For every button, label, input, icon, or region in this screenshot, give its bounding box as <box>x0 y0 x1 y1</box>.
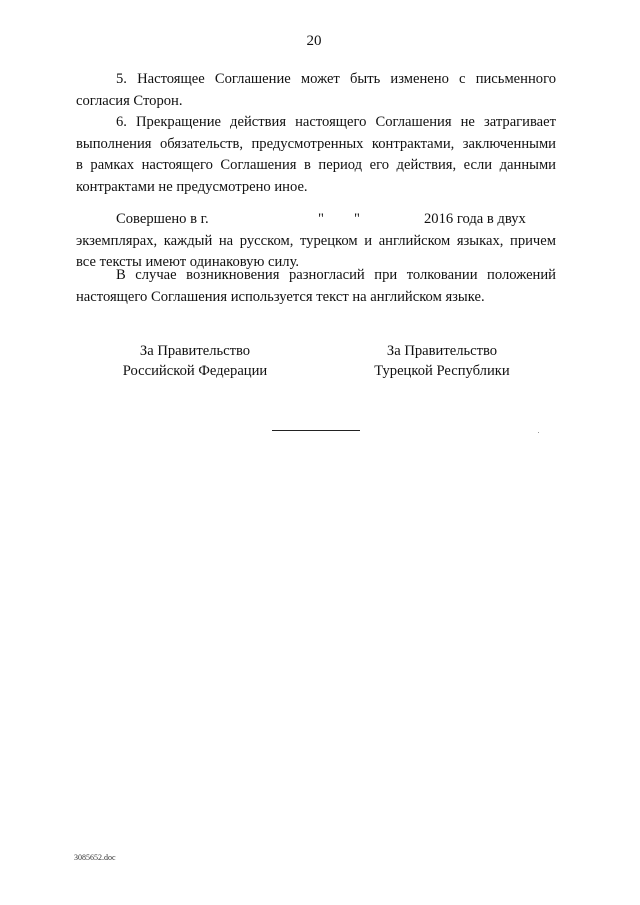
done-at-line-3: все тексты имеют одинаковую силу. <box>76 254 300 270</box>
paragraph-6-line-2: выполнения обязательств, предусмотренных контрактами, заключенными <box>76 135 556 152</box>
signature-russia-line-1: За Правительство <box>139 343 251 359</box>
signature-block-russia <box>105 341 285 381</box>
done-at-line-2: экземплярах, каждый на русском, турецком и английском языках, причем <box>76 232 556 249</box>
dispute-line-2: настоящего Соглашения используется текст на английском языке. <box>76 288 485 305</box>
paragraph-5-line-2: согласия Сторон. <box>76 92 183 109</box>
done-at-quote-open: " <box>318 211 324 227</box>
paragraph-6-line-1: 6. Прекращение действия настоящего Соглашения не затрагивает <box>116 114 556 130</box>
signature-block-turkey <box>352 341 532 381</box>
done-at-first-line <box>76 209 556 231</box>
signature-turkey-line-2: Турецкой Республики <box>374 363 510 379</box>
paragraph-6-line-4: контрактами не предусмотрено иное. <box>76 178 308 195</box>
footer-doc-code: 3085652.doc <box>74 853 116 862</box>
closing-rule <box>272 430 360 431</box>
paragraph-5-line-1: 5. Настоящее Соглашение может быть изменено с письменного <box>116 71 556 87</box>
scan-speck <box>538 432 539 433</box>
paragraph-5 <box>76 69 556 112</box>
signature-russia-line-2: Российской Федерации <box>122 363 268 379</box>
done-at-quote-close: " <box>354 211 360 227</box>
paragraph-done-at <box>76 209 556 274</box>
dispute-line-1: В случае возникновения разногласий при толковании положений <box>116 267 556 283</box>
paragraph-6-line-3: в рамках настоящего Соглашения в период его действия, если данными <box>76 157 556 173</box>
paragraph-6 <box>76 112 556 198</box>
signature-turkey-line-1: За Правительство <box>386 343 498 359</box>
paragraph-dispute <box>76 265 556 308</box>
page-number: 20 <box>306 33 322 49</box>
done-at-prefix: Совершено в г. <box>116 211 209 227</box>
done-at-year: 2016 года в двух <box>424 211 526 227</box>
